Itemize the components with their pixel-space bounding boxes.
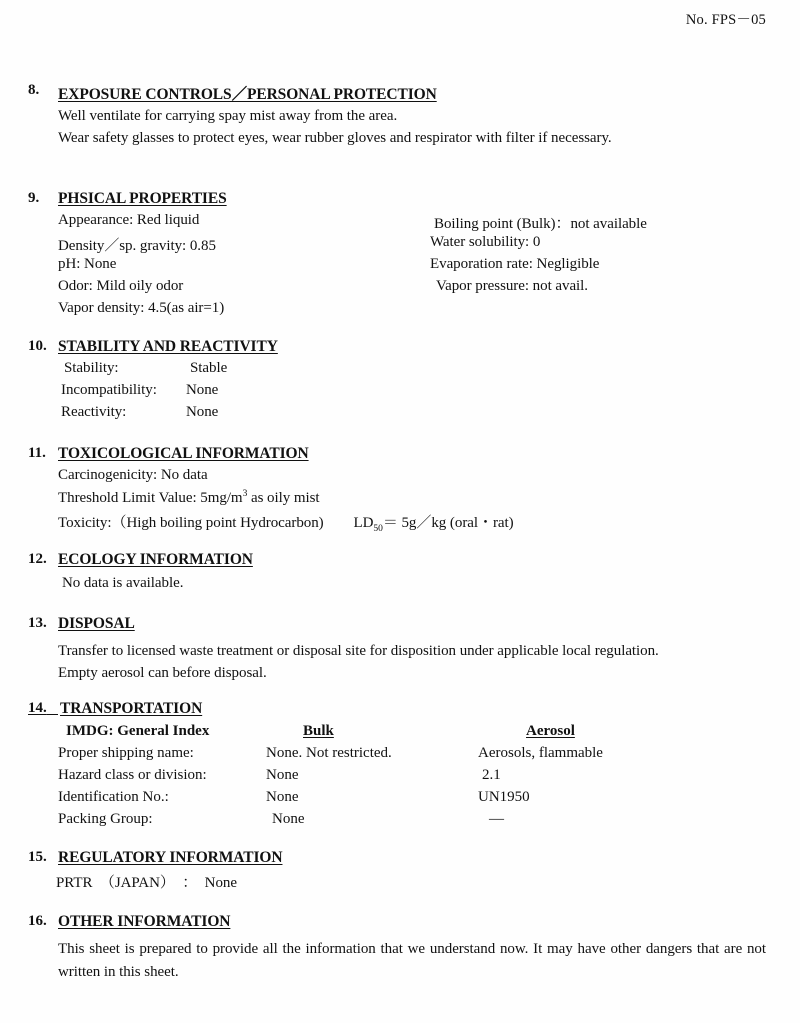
property-vapor-density: Vapor density: 4.5(as air=1) bbox=[58, 300, 225, 316]
reactivity-value: None bbox=[186, 404, 219, 420]
section-heading bbox=[0, 615, 800, 637]
section-heading bbox=[0, 700, 800, 722]
table-cell-aerosol: Aerosols, flammable bbox=[478, 745, 603, 761]
incompatibility-key: Incompatibility: bbox=[61, 382, 157, 398]
section-title: DISPOSAL bbox=[58, 615, 135, 632]
section-toxicological-information bbox=[0, 445, 800, 534]
section-title: REGULATORY INFORMATION bbox=[58, 849, 283, 866]
section-heading bbox=[0, 849, 800, 871]
reactivity-key: Reactivity: bbox=[61, 404, 127, 420]
section-title: OTHER INFORMATION bbox=[58, 913, 231, 930]
incompatibility-value: None bbox=[186, 382, 219, 398]
section-disposal bbox=[0, 615, 800, 681]
toxicity-suffix: ＝ 5g／kg (oral・rat) bbox=[382, 515, 514, 531]
threshold-superscript: 3 bbox=[242, 489, 248, 499]
section-title: PHSICAL PROPERTIES bbox=[58, 190, 227, 207]
carcinogenicity-line: Carcinogenicity: No data bbox=[58, 467, 208, 483]
body-line: Transfer to licensed waste treatment or disposal site for disposition under applicable local regulation. bbox=[58, 643, 659, 659]
section-number: 12. bbox=[28, 551, 47, 567]
body-line: Empty aerosol can before disposal. bbox=[58, 665, 267, 681]
stability-key: Stability: bbox=[64, 360, 119, 376]
property-boiling-point: Boiling point (Bulk)：not available bbox=[434, 216, 647, 232]
toxicity-prefix: Toxicity:（High boiling point Hydrocarbon) LD bbox=[58, 515, 374, 531]
section-other-information bbox=[0, 913, 800, 980]
threshold-prefix: Threshold Limit Value: 5mg/m bbox=[58, 490, 243, 506]
body-line: Wear safety glasses to protect eyes, wear rubber gloves and respirator with filter if necessary. bbox=[58, 130, 612, 146]
section-number: 15. bbox=[28, 849, 47, 865]
body-line: Well ventilate for carrying spay mist away from the area. bbox=[58, 108, 398, 124]
table-row-label: Proper shipping name: bbox=[58, 745, 194, 761]
table-cell-bulk: None bbox=[266, 789, 299, 805]
table-cell-aerosol: — bbox=[489, 811, 504, 827]
column-header-aerosol: Aerosol bbox=[526, 723, 575, 739]
section-heading bbox=[0, 82, 800, 104]
prtr-line: PRTR （JAPAN） ： None bbox=[56, 875, 237, 891]
section-transportation bbox=[0, 700, 800, 827]
table-cell-aerosol: UN1950 bbox=[478, 789, 530, 805]
section-title: EXPOSURE CONTROLS／PERSONAL PROTECTION bbox=[58, 86, 437, 103]
section-regulatory-information bbox=[0, 849, 800, 891]
toxicity-line bbox=[58, 511, 514, 534]
section-number: 10. bbox=[28, 338, 47, 354]
table-cell-bulk: None bbox=[266, 767, 299, 783]
section-title: ECOLOGY INFORMATION bbox=[58, 551, 253, 568]
section-number: 16. bbox=[28, 913, 47, 929]
table-row-label: Hazard class or division: bbox=[58, 767, 207, 783]
toxicity-subscript: 50 bbox=[373, 524, 383, 534]
threshold-suffix: as oily mist bbox=[247, 490, 320, 506]
property-density: Density／sp. gravity: 0.85 bbox=[58, 238, 216, 254]
section-title: TOXICOLOGICAL INFORMATION bbox=[58, 445, 309, 462]
section-title: TRANSPORTATION bbox=[60, 700, 203, 717]
section-number: 11. bbox=[28, 445, 46, 461]
section-number: 9. bbox=[28, 190, 40, 206]
section-number: 13. bbox=[28, 615, 47, 631]
section-physical-properties bbox=[0, 190, 800, 316]
property-ph: pH: None bbox=[58, 256, 117, 272]
body-line: No data is available. bbox=[62, 575, 184, 591]
table-row-label: Packing Group: bbox=[58, 811, 153, 827]
table-row-label: Identification No.: bbox=[58, 789, 169, 805]
section-title: STABILITY AND REACTIVITY bbox=[58, 338, 278, 355]
section-ecology-information bbox=[0, 551, 800, 591]
imdg-general-index-label: IMDG: General Index bbox=[66, 723, 210, 739]
property-evaporation-rate: Evaporation rate: Negligible bbox=[430, 256, 600, 272]
section-heading bbox=[0, 551, 800, 573]
column-header-bulk: Bulk bbox=[303, 723, 334, 739]
threshold-limit-value-line bbox=[58, 489, 320, 507]
table-cell-aerosol: 2.1 bbox=[482, 767, 501, 783]
section-heading bbox=[0, 190, 800, 212]
section-heading bbox=[0, 913, 800, 935]
section-heading bbox=[0, 338, 800, 360]
table-cell-bulk: None bbox=[272, 811, 305, 827]
stability-value: Stable bbox=[190, 360, 228, 376]
property-vapor-pressure: Vapor pressure: not avail. bbox=[436, 278, 588, 294]
section-heading bbox=[0, 445, 800, 467]
property-appearance: Appearance: Red liquid bbox=[58, 212, 200, 228]
document-number: No. FPS－05 bbox=[685, 12, 766, 28]
table-cell-bulk: None. Not restricted. bbox=[266, 745, 392, 761]
section-number: 14. bbox=[28, 700, 47, 716]
section-stability-reactivity bbox=[0, 338, 800, 420]
property-water-solubility: Water solubility: 0 bbox=[430, 234, 541, 250]
other-information-paragraph: This sheet is prepared to provide all the information that we understand now. It may have other dangers that are not written in this sheet. bbox=[58, 941, 766, 980]
section-exposure-controls bbox=[0, 82, 800, 146]
section-number: 8. bbox=[28, 82, 40, 98]
property-odor: Odor: Mild oily odor bbox=[58, 278, 184, 294]
